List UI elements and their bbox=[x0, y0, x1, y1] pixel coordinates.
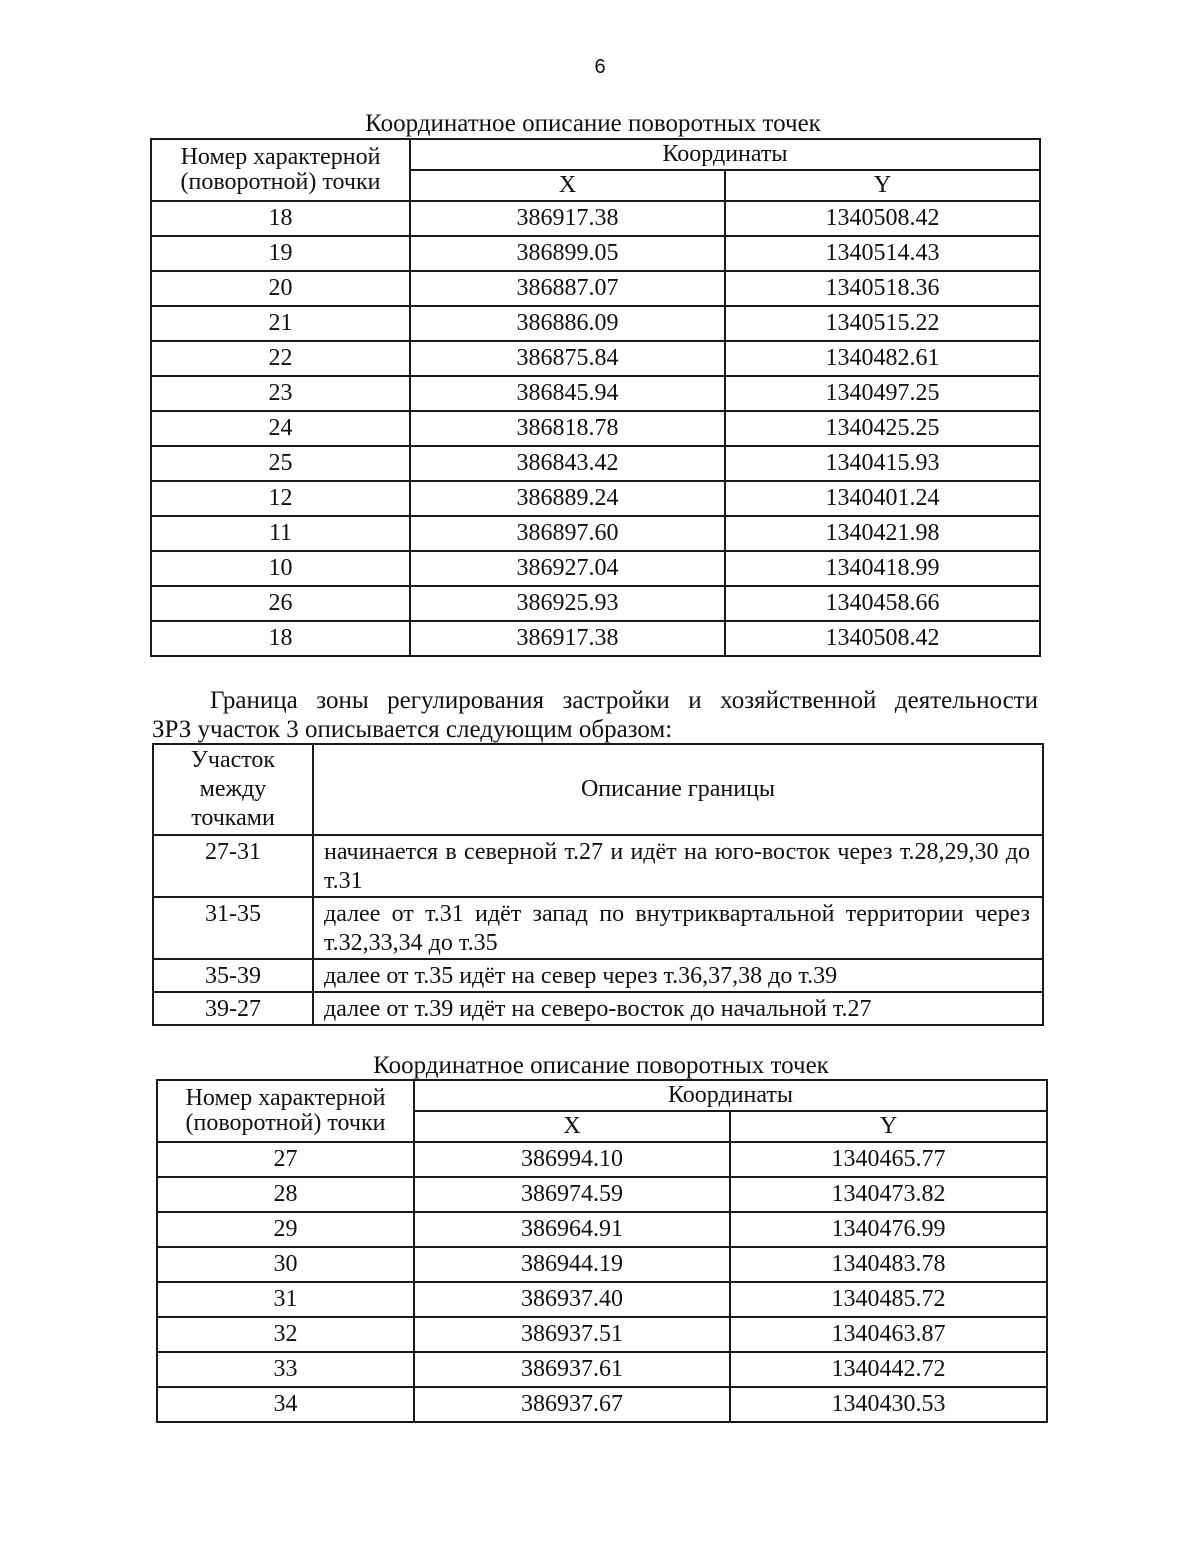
y-coordinate-cell: 1340430.53 bbox=[730, 1387, 1047, 1422]
y-header: Y bbox=[725, 170, 1040, 201]
x-header: X bbox=[410, 170, 725, 201]
x-coordinate-cell: 386974.59 bbox=[414, 1177, 730, 1212]
point-number-cell: 33 bbox=[157, 1352, 414, 1387]
table-row bbox=[151, 306, 1040, 341]
y-header: Y bbox=[730, 1111, 1047, 1142]
table-row bbox=[157, 1212, 1047, 1247]
x-coordinate-cell: 386889.24 bbox=[410, 481, 725, 516]
point-number-cell: 22 bbox=[151, 341, 410, 376]
point-number-cell: 19 bbox=[151, 236, 410, 271]
x-coordinate-cell: 386944.19 bbox=[414, 1247, 730, 1282]
y-coordinate-cell: 1340483.78 bbox=[730, 1247, 1047, 1282]
y-coordinate-cell: 1340482.61 bbox=[725, 341, 1040, 376]
y-coordinate-cell: 1340401.24 bbox=[725, 481, 1040, 516]
table-row bbox=[151, 271, 1040, 306]
point-number-cell: 27 bbox=[157, 1142, 414, 1177]
point-number-cell: 24 bbox=[151, 411, 410, 446]
table-row bbox=[157, 1247, 1047, 1282]
table-row bbox=[151, 341, 1040, 376]
x-coordinate-cell: 386818.78 bbox=[410, 411, 725, 446]
boundary-row bbox=[153, 897, 1043, 959]
paragraph-line-2: ЗРЗ участок 3 описывается следующим образом: bbox=[152, 716, 673, 743]
point-number-cell: 18 bbox=[151, 621, 410, 656]
point-number-cell: 30 bbox=[157, 1247, 414, 1282]
boundary-row bbox=[153, 959, 1043, 992]
description-header: Описание границы bbox=[313, 744, 1043, 835]
y-coordinate-cell: 1340497.25 bbox=[725, 376, 1040, 411]
description-cell: начинается в северной т.27 и идёт на юго-восток через т.28,29,30 до т.31 bbox=[313, 835, 1043, 897]
page-number: 6 bbox=[594, 56, 606, 78]
point-number-cell: 11 bbox=[151, 516, 410, 551]
table-row bbox=[151, 236, 1040, 271]
point-number-cell: 23 bbox=[151, 376, 410, 411]
point-number-cell: 18 bbox=[151, 201, 410, 236]
x-coordinate-cell: 386925.93 bbox=[410, 586, 725, 621]
point-number-cell: 28 bbox=[157, 1177, 414, 1212]
boundary-row bbox=[153, 835, 1043, 897]
table-row bbox=[151, 201, 1040, 236]
point-number-cell: 20 bbox=[151, 271, 410, 306]
table-row bbox=[151, 411, 1040, 446]
y-coordinate-cell: 1340415.93 bbox=[725, 446, 1040, 481]
y-coordinate-cell: 1340442.72 bbox=[730, 1352, 1047, 1387]
x-coordinate-cell: 386887.07 bbox=[410, 271, 725, 306]
point-number-header: Номер характерной (поворотной) точки bbox=[157, 1080, 414, 1142]
y-coordinate-cell: 1340515.22 bbox=[725, 306, 1040, 341]
point-number-cell: 34 bbox=[157, 1387, 414, 1422]
x-coordinate-cell: 386843.42 bbox=[410, 446, 725, 481]
description-cell: далее от т.31 идёт запад по внутриквартальной территории через т.32,33,34 до т.35 bbox=[313, 897, 1043, 959]
y-coordinate-cell: 1340465.77 bbox=[730, 1142, 1047, 1177]
table-row bbox=[151, 481, 1040, 516]
x-coordinate-cell: 386845.94 bbox=[410, 376, 725, 411]
coordinates-header: Координаты bbox=[414, 1080, 1047, 1111]
boundary-paragraph bbox=[152, 686, 1038, 744]
y-coordinate-cell: 1340463.87 bbox=[730, 1317, 1047, 1352]
x-coordinate-cell: 386964.91 bbox=[414, 1212, 730, 1247]
segment-cell: 31-35 bbox=[153, 897, 313, 959]
x-coordinate-cell: 386917.38 bbox=[410, 201, 725, 236]
segment-cell: 35-39 bbox=[153, 959, 313, 992]
coordinates-table-2 bbox=[156, 1079, 1048, 1423]
x-coordinate-cell: 386917.38 bbox=[410, 621, 725, 656]
x-header: X bbox=[414, 1111, 730, 1142]
point-number-cell: 29 bbox=[157, 1212, 414, 1247]
y-coordinate-cell: 1340425.25 bbox=[725, 411, 1040, 446]
paragraph-line-1: Граница зоны регулирования застройки и хозяйственной деятельности bbox=[210, 687, 1038, 714]
x-coordinate-cell: 386937.61 bbox=[414, 1352, 730, 1387]
point-number-cell: 21 bbox=[151, 306, 410, 341]
table-row bbox=[151, 446, 1040, 481]
x-coordinate-cell: 386886.09 bbox=[410, 306, 725, 341]
table-row bbox=[151, 376, 1040, 411]
y-coordinate-cell: 1340476.99 bbox=[730, 1212, 1047, 1247]
point-number-cell: 31 bbox=[157, 1282, 414, 1317]
x-coordinate-cell: 386897.60 bbox=[410, 516, 725, 551]
table-row bbox=[151, 586, 1040, 621]
segment-cell: 39-27 bbox=[153, 992, 313, 1025]
table-row bbox=[157, 1282, 1047, 1317]
description-cell: далее от т.35 идёт на север через т.36,37,38 до т.39 bbox=[313, 959, 1043, 992]
boundary-description-table bbox=[152, 743, 1044, 1026]
point-number-cell: 26 bbox=[151, 586, 410, 621]
x-coordinate-cell: 386937.67 bbox=[414, 1387, 730, 1422]
x-coordinate-cell: 386937.51 bbox=[414, 1317, 730, 1352]
y-coordinate-cell: 1340518.36 bbox=[725, 271, 1040, 306]
y-coordinate-cell: 1340418.99 bbox=[725, 551, 1040, 586]
y-coordinate-cell: 1340458.66 bbox=[725, 586, 1040, 621]
y-coordinate-cell: 1340421.98 bbox=[725, 516, 1040, 551]
x-coordinate-cell: 386875.84 bbox=[410, 341, 725, 376]
y-coordinate-cell: 1340473.82 bbox=[730, 1177, 1047, 1212]
x-coordinate-cell: 386937.40 bbox=[414, 1282, 730, 1317]
point-number-cell: 10 bbox=[151, 551, 410, 586]
table1-caption: Координатное описание поворотных точек bbox=[365, 110, 821, 137]
point-number-cell: 25 bbox=[151, 446, 410, 481]
segment-header: Участок между точками bbox=[153, 744, 313, 835]
y-coordinate-cell: 1340485.72 bbox=[730, 1282, 1047, 1317]
table-row bbox=[151, 621, 1040, 656]
coordinates-header: Координаты bbox=[410, 139, 1040, 170]
x-coordinate-cell: 386899.05 bbox=[410, 236, 725, 271]
point-number-header: Номер характерной (поворотной) точки bbox=[151, 139, 410, 201]
x-coordinate-cell: 386927.04 bbox=[410, 551, 725, 586]
table-row bbox=[157, 1317, 1047, 1352]
point-number-cell: 32 bbox=[157, 1317, 414, 1352]
table-row bbox=[151, 516, 1040, 551]
table-row bbox=[157, 1387, 1047, 1422]
table-row bbox=[157, 1142, 1047, 1177]
description-cell: далее от т.39 идёт на северо-восток до начальной т.27 bbox=[313, 992, 1043, 1025]
table-row bbox=[157, 1177, 1047, 1212]
boundary-row bbox=[153, 992, 1043, 1025]
table-row bbox=[157, 1352, 1047, 1387]
table-row bbox=[151, 551, 1040, 586]
table2-caption: Координатное описание поворотных точек bbox=[373, 1052, 829, 1079]
x-coordinate-cell: 386994.10 bbox=[414, 1142, 730, 1177]
y-coordinate-cell: 1340508.42 bbox=[725, 621, 1040, 656]
point-number-cell: 12 bbox=[151, 481, 410, 516]
y-coordinate-cell: 1340514.43 bbox=[725, 236, 1040, 271]
coordinates-table-1 bbox=[150, 138, 1041, 657]
y-coordinate-cell: 1340508.42 bbox=[725, 201, 1040, 236]
segment-cell: 27-31 bbox=[153, 835, 313, 897]
